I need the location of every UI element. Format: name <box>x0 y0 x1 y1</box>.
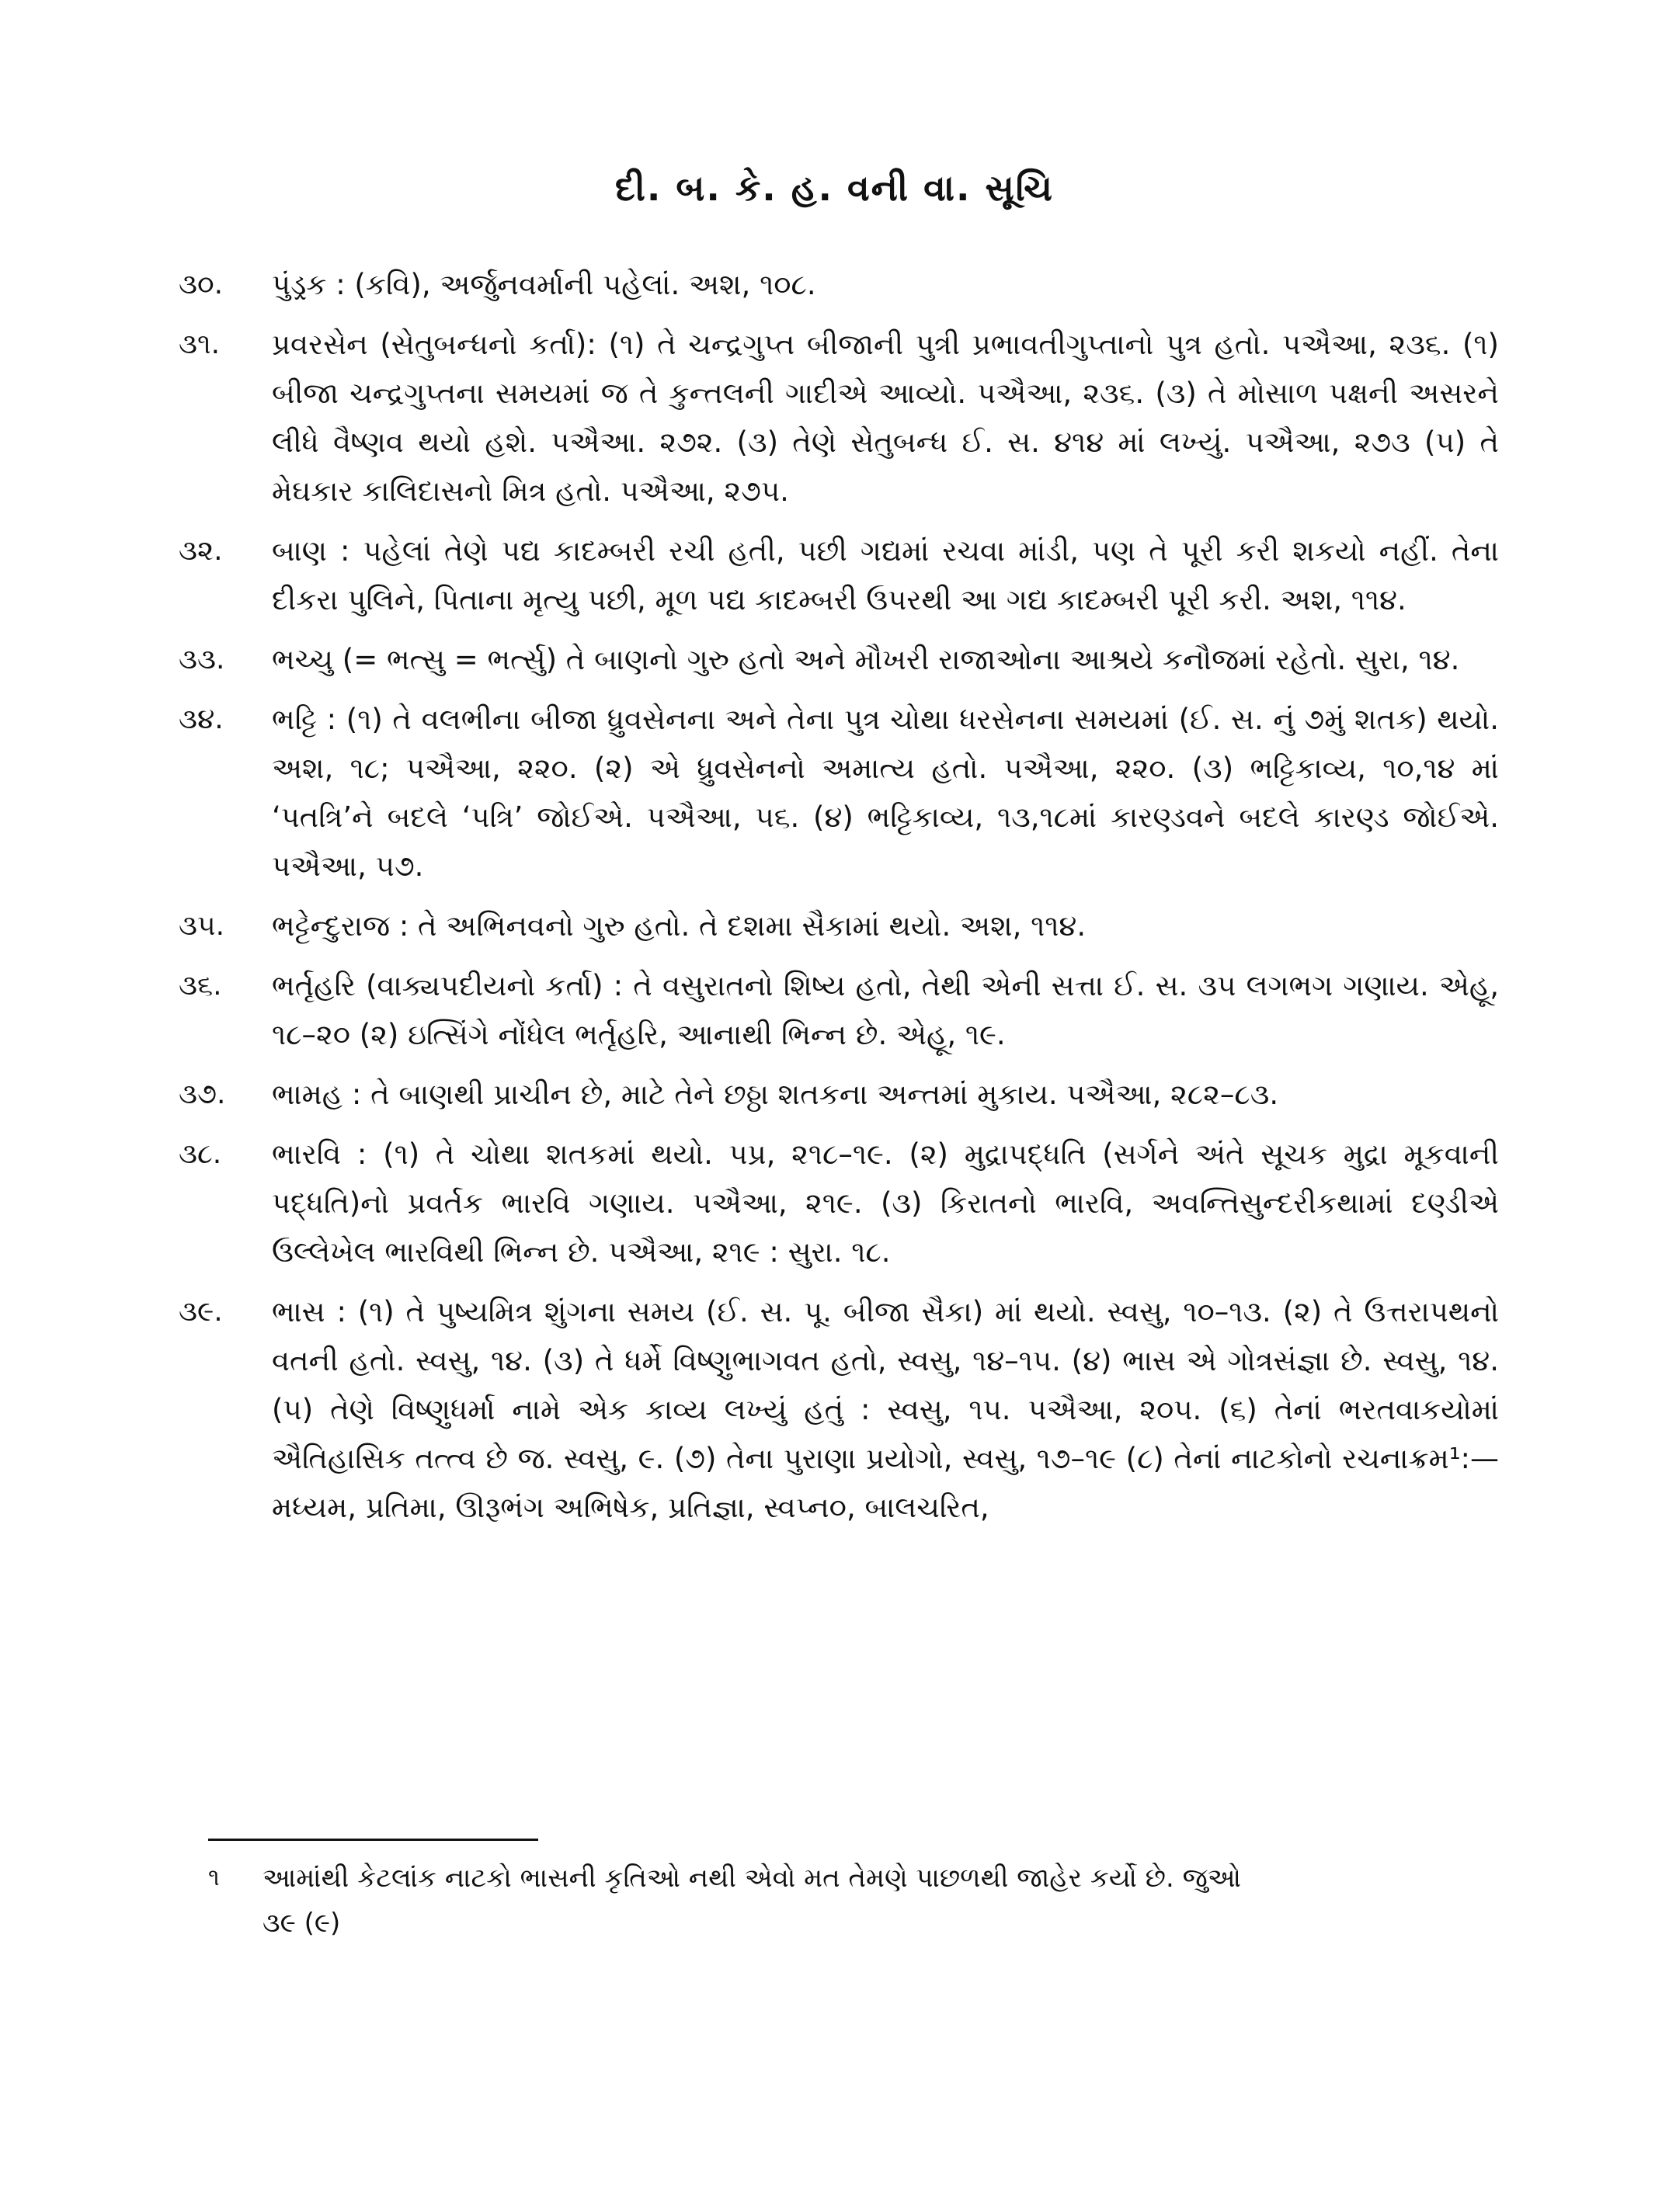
entry-number: ૩૮. <box>179 1138 222 1170</box>
entry-text: ભર્તૃહરિ (વાક્યપદીયનો કર્તા) : તે વસુરાતનો શિષ્ય હતો, તેથી એની સત્તા ઈ. સ. ૩૫ લગભગ ગણાય. એહૂ, ૧૮–૨૦ (૨) ઇત્સિંગે નોંધેલ ભર્તૃહરિ, આનાથી ભિન્ન છે. એહૂ, ૧૯. <box>272 969 1499 1051</box>
entry-text: પુંડ્રક : (કવિ), અર્જુનવર્માની પહેલાં. અશ, ૧૦૮. <box>272 268 816 301</box>
entry-number: ૩૧. <box>179 328 221 360</box>
entry-text: ભચ્ચુ (= ભત્સુ = ભર્ત્સુ) તે બાણનો ગુરુ હતો અને મૌખરી રાજાઓના આશ્રયે કનૌજમાં રહેતો. સુરા, ૧૪. <box>272 643 1460 676</box>
entry-text: ભટ્ટિ : (૧) તે વલભીના બીજા ધ્રુવસેનના અને તેના પુત્ર ચોથા ધરસેનના સમયમાં (ઈ. સ. નું ૭મું શતક) થયો. અશ, ૧૮; પઐઆ, ૨૨૦. (૨) એ ધ્રુવસેનનો અમાત્ય હતો. પઐઆ, ૨૨૦. (૩) ભટ્ટિકાવ્ય, ૧૦,૧૪ માં ‘પતત્રિ’ને બદલે ‘પત્રિ’ જોઈએ. પઐઆ, ૫૬. (૪) ભટ્ટિકાવ્ય, ૧૩,૧૮માં કારણ્ડવને બદલે કારણ્ડ જોઈએ. પઐઆ, ૫૭. <box>272 703 1499 883</box>
entry-text: ભારવિ : (૧) તે ચોથા શતકમાં થયો. પપ્ર, ૨૧૮–૧૯. (૨) મુદ્રાપદ્ધતિ (સર્ગને અંતે સૂચક મુદ્રા મૂકવાની પદ્ધતિ)નો પ્રવર્તક ભારવિ ગણાય. પઐઆ, ૨૧૯. (૩) કિરાતનો ભારવિ, અવન્તિસુન્દરીકથામાં દણ્ડીએ ઉલ્લેખેલ ભારવિથી ભિન્ન છે. પઐઆ, ૨૧૯ : સુરા. ૧૮. <box>272 1137 1499 1269</box>
entry-text: પ્રવરસેન (સેતુબન્ધનો કર્તા): (૧) તે ચન્દ્રગુપ્ત બીજાની પુત્રી પ્રભાવતીગુપ્તાનો પુત્ર હતો. પઐઆ, ૨૩૬. (૧) બીજા ચન્દ્રગુપ્તના સમયમાં જ તે કુન્તલની ગાદીએ આવ્યો. પઐઆ, ૨૩૬. (૩) તે મોસાળ પક્ષની અસરને લીધે વૈષ્ણવ થયો હશે. પઐઆ. ૨૭૨. (૩) તેણે સેતુબન્ધ ઈ. સ. ૪૧૪ માં લખ્યું. પઐઆ, ૨૭૩ (૫) તે મેઘકાર કાલિદાસનો મિત્ર હતો. પઐઆ, ૨૭૫. <box>272 328 1499 508</box>
list-item <box>179 961 1499 1059</box>
page-title: દી. બ. કે. હ. વની વા. સૂચિ <box>615 167 1054 209</box>
footnote <box>208 1856 1493 1946</box>
entry-number: ૩૫. <box>179 910 225 942</box>
entry-text: બાણ : પહેલાં તેણે પદ્ય કાદમ્બરી રચી હતી, પછી ગદ્યમાં રચવા માંડી, પણ તે પૂરી કરી શકયો નહીં. તેના દીકરા પુલિને, પિતાના મૃત્યુ પછી, મૂળ પદ્ય કાદમ્બરી ઉપરથી આ ગદ્ય કાદમ્બરી પૂરી કરી. અશ, ૧૧૪. <box>272 534 1499 616</box>
entry-number: ૩૭. <box>179 1078 226 1110</box>
list-item <box>179 901 1499 950</box>
list-item <box>179 1070 1499 1119</box>
entry-text: ભટ્ટેન્દુરાજ : તે અભિનવનો ગુરુ હતો. તે દશમા સૈકામાં થયો. અશ, ૧૧૪. <box>272 909 1087 943</box>
entry-list <box>179 260 1499 1543</box>
entry-number: ૩૬. <box>179 970 222 1002</box>
list-item <box>179 526 1499 624</box>
entry-number: ૩૪. <box>179 703 224 735</box>
footnote-marker: ૧ <box>208 1864 220 1891</box>
entry-number: ૩૦. <box>179 269 224 300</box>
entry-text: ભાસ : (૧) તે પુષ્યમિત્ર શુંગના સમય (ઈ. સ. પૂ. બીજા સૈકા) માં થયો. સ્વસુ, ૧૦–૧૩. (૨) તે ઉત્તરાપથનો વતની હતો. સ્વસુ, ૧૪. (૩) તે ધર્મે વિષ્ણુભાગવત હતો, સ્વસુ, ૧૪–૧૫. (૪) ભાસ એ ગોત્રસંજ્ઞા છે. સ્વસુ, ૧૪. (૫) તેણે વિષ્ણુધર્મા નામે એક કાવ્ય લખ્યું હતું : સ્વસુ, ૧૫. પઐઆ, ૨૦૫. (૬) તેનાં ભરતવાકયોમાં ઐતિહાસિક તત્ત્વ છે જ. સ્વસુ, ૯. (૭) તેના પુરાણા પ્રયોગો, સ્વસુ, ૧૭–૧૯ (૮) તેનાં નાટકોનો રચનાક્રમ¹:—મધ્યમ, પ્રતિમા, ઊરૂભંગ અભિષેક, પ્રતિજ્ઞા, સ્વપ્ન૦, બાલચરિત, <box>272 1295 1499 1524</box>
list-item <box>179 1287 1499 1532</box>
entry-number: ૩૯. <box>179 1296 223 1328</box>
list-item <box>179 320 1499 516</box>
footnote-text: આમાંથી કેટલાંક નાટકો ભાસની કૃતિઓ નથી એવો મત તેમણે પાછળથી જાહેર કર્યો છે. જુઓ <box>263 1863 1241 1894</box>
list-item <box>179 260 1499 309</box>
footnote-divider <box>208 1839 538 1841</box>
list-item <box>179 1130 1499 1276</box>
list-item <box>179 695 1499 891</box>
list-item <box>179 635 1499 684</box>
entry-number: ૩૩. <box>179 644 225 675</box>
entry-number: ૩૨. <box>179 535 223 567</box>
entry-text: ભામહ : તે બાણથી પ્રાચીન છે, માટે તેને છઠ્ઠા શતકના અન્તમાં મુકાય. પઐઆ, ૨૮૨–૮૩. <box>272 1078 1279 1111</box>
footnote-reference: ૩૯ (૯) <box>263 1908 341 1939</box>
